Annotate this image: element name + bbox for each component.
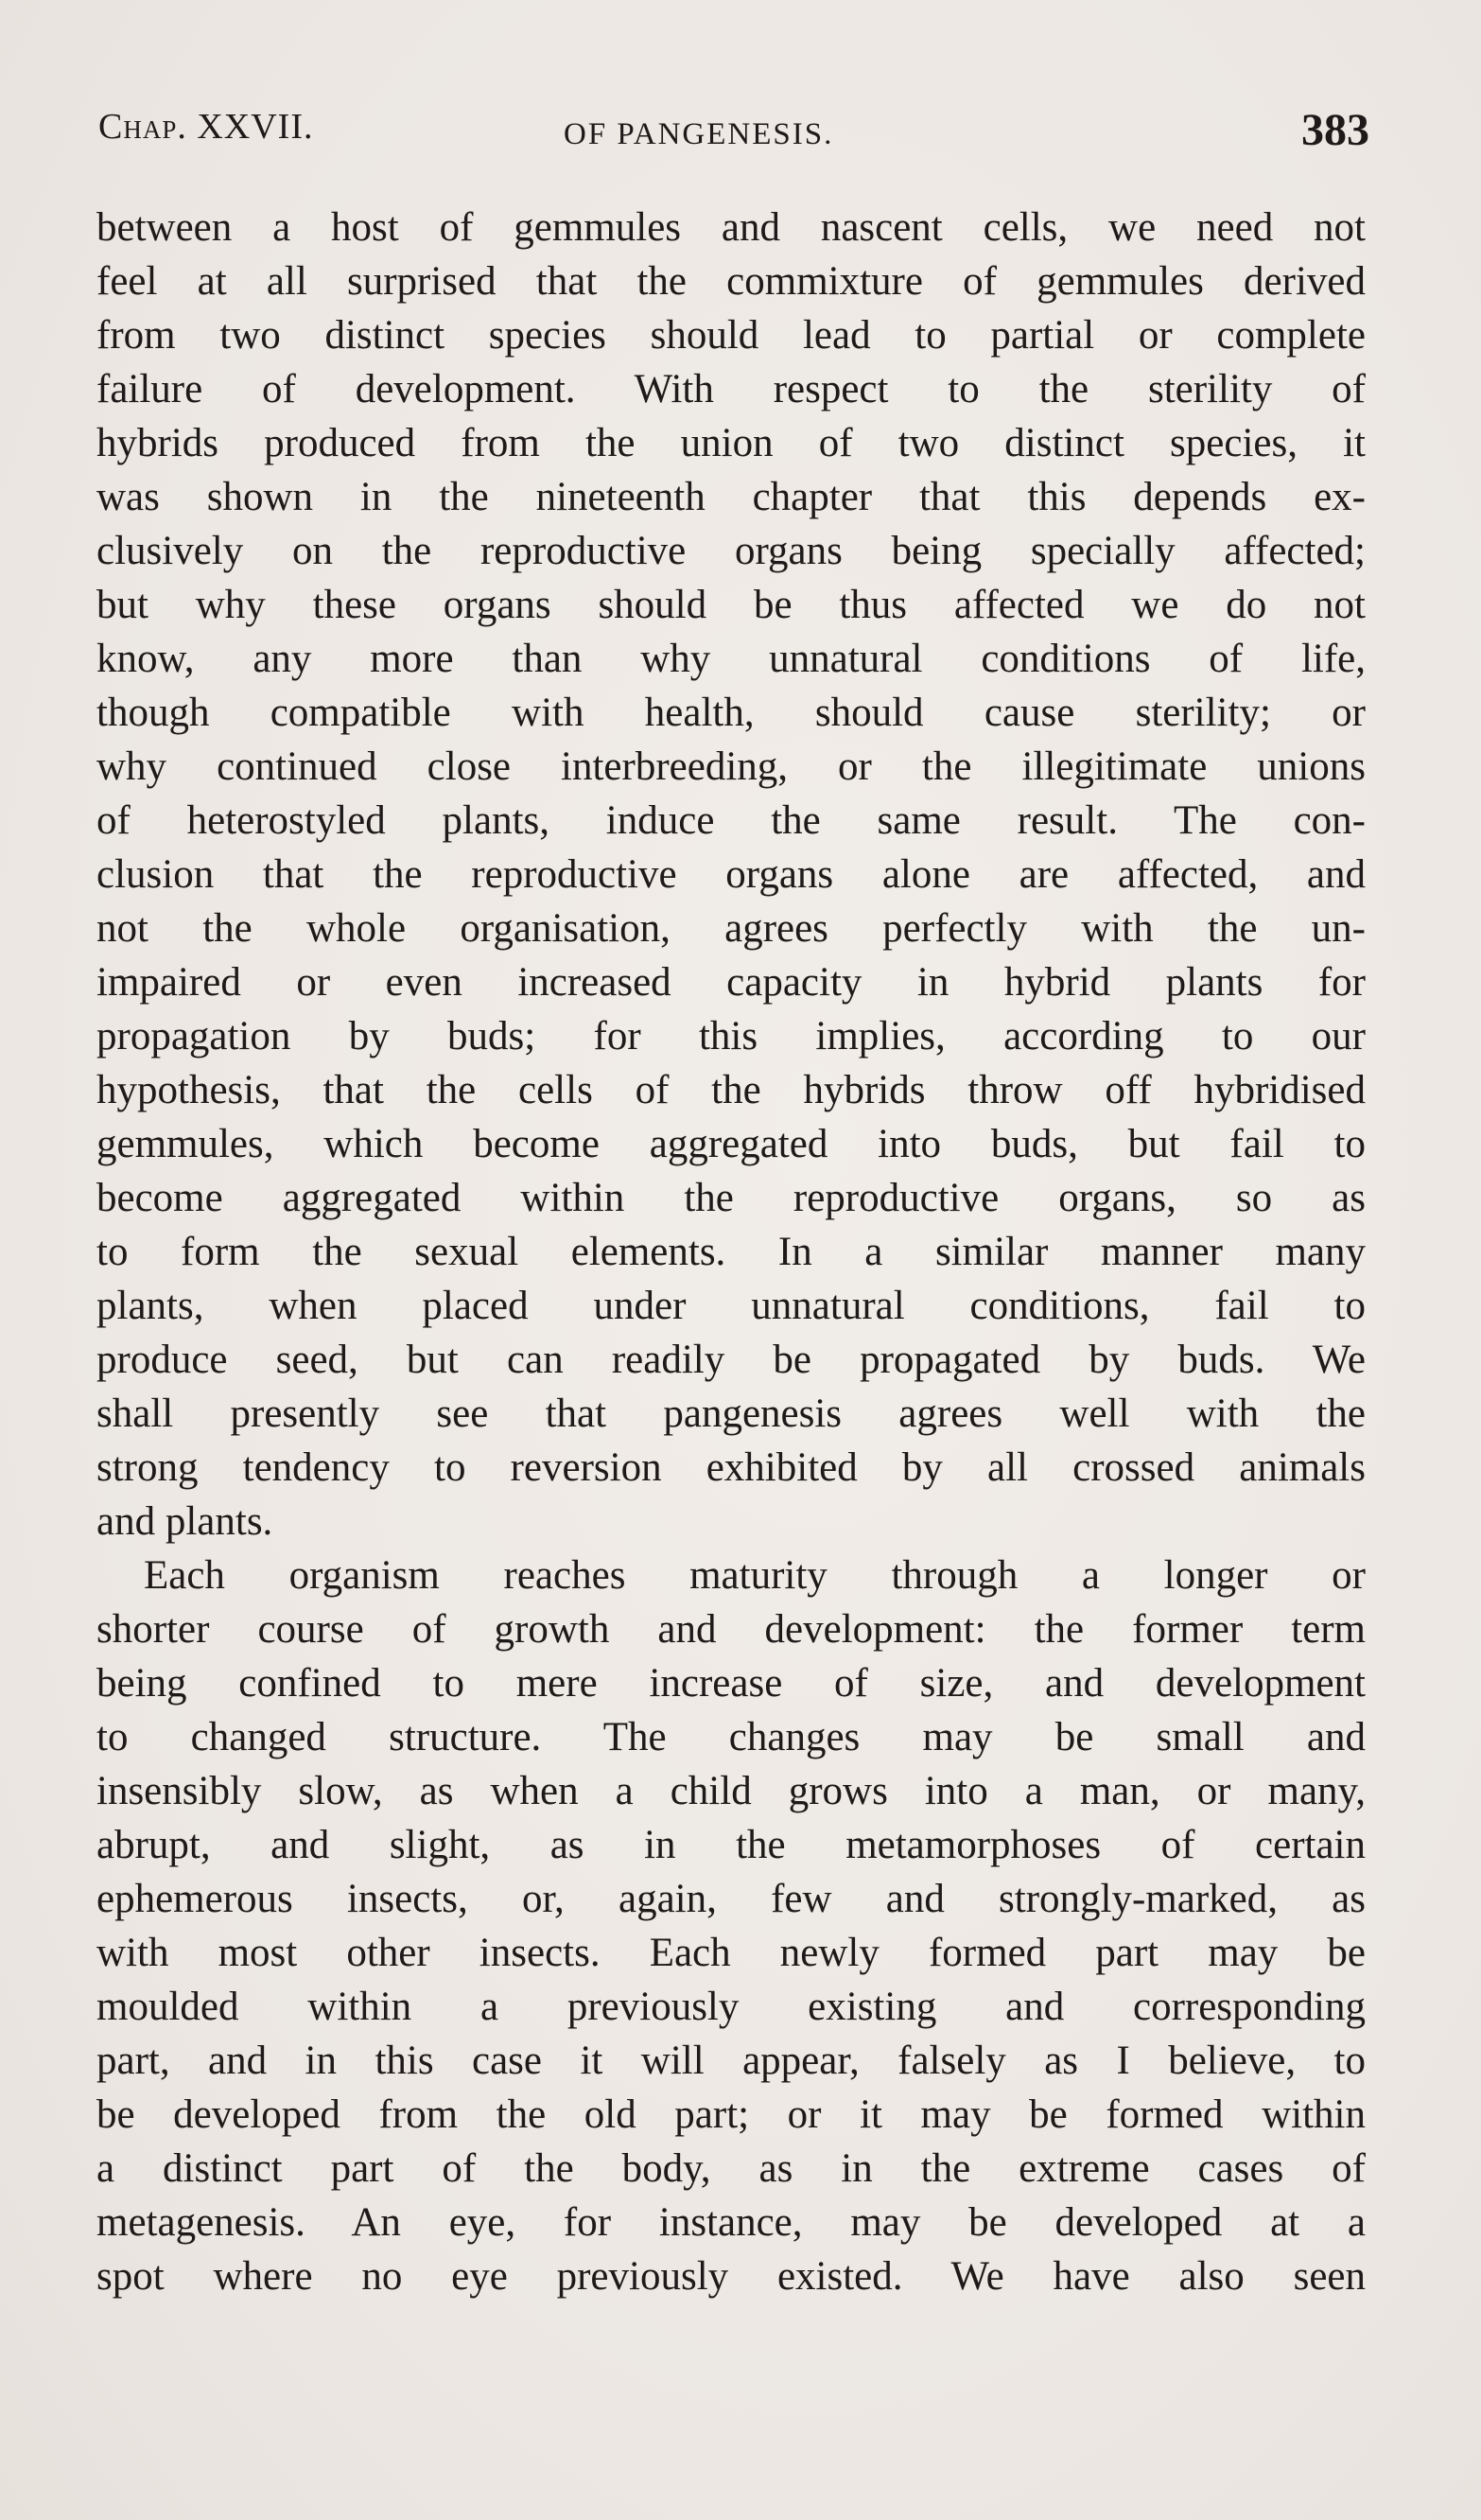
text-line: shall presently see that pangenesis agrees well with the (96, 1391, 1366, 1436)
text-line: insensibly slow, as when a child grows into a man, or many, (96, 1769, 1366, 1813)
text-line: be developed from the old part; or it may be formed within (96, 2092, 1366, 2137)
text-line: of heterostyled plants, induce the same result. The con- (96, 798, 1366, 843)
text-line: failure of development. With respect to the sterility of (96, 367, 1366, 411)
text-line: become aggregated within the reproductive organs, so as (96, 1176, 1366, 1220)
text-line: strong tendency to reversion exhibited by all crossed animals (96, 1445, 1366, 1490)
text-line: clusively on the reproductive organs being specially affected; (96, 529, 1366, 573)
text-line: being confined to mere increase of size, and development (96, 1661, 1366, 1706)
text-line: abrupt, and slight, as in the metamorphoses of certain (96, 1823, 1366, 1867)
text-line: not the whole organisation, agrees perfectly with the un- (96, 906, 1366, 951)
text-line: ephemerous insects, or, again, few and strongly-marked, as (96, 1877, 1366, 1921)
paragraph-first-line: Each organism reaches maturity through a longer or (144, 1553, 1366, 1598)
body-text (96, 201, 1366, 2303)
text-line: spot where no eye previously existed. We have also seen (96, 2254, 1366, 2299)
paragraph-end-line: and plants. (96, 1499, 273, 1544)
text-line: from two distinct species should lead to partial or complete (96, 313, 1366, 358)
text-line: hypothesis, that the cells of the hybrids throw off hybridised (96, 1068, 1366, 1112)
running-title: OF PANGENESIS. (564, 117, 834, 151)
text-line: though compatible with health, should cause sterility; or (96, 691, 1366, 735)
text-line: plants, when placed under unnatural conditions, fail to (96, 1284, 1366, 1328)
chapter-label: Chap. XXVII. (98, 107, 314, 147)
text-line: moulded within a previously existing and corresponding (96, 1985, 1366, 2029)
page-number: 383 (1301, 105, 1369, 155)
text-line: produce seed, but can readily be propagated by buds. We (96, 1338, 1366, 1382)
text-line: impaired or even increased capacity in hybrid plants for (96, 960, 1366, 1005)
running-header (98, 102, 1369, 159)
text-line: shorter course of growth and development: the former term (96, 1607, 1366, 1652)
text-line: hybrids produced from the union of two distinct species, it (96, 421, 1366, 465)
text-line: was shown in the nineteenth chapter that this depends ex- (96, 475, 1366, 519)
text-line: to form the sexual elements. In a similar manner many (96, 1230, 1366, 1274)
text-line: gemmules, which become aggregated into buds, but fail to (96, 1122, 1366, 1166)
text-line: but why these organs should be thus affected we do not (96, 583, 1366, 627)
text-line: why continued close interbreeding, or the illegitimate unions (96, 744, 1366, 789)
text-line: clusion that the reproductive organs alone are affected, and (96, 852, 1366, 897)
text-line: feel at all surprised that the commixture of gemmules derived (96, 259, 1366, 304)
text-line: between a host of gemmules and nascent cells, we need not (96, 205, 1366, 250)
text-line: with most other insects. Each newly formed part may be (96, 1931, 1366, 1975)
text-line: part, and in this case it will appear, falsely as I believe, to (96, 2039, 1366, 2083)
text-line: a distinct part of the body, as in the extreme cases of (96, 2146, 1366, 2191)
text-line: to changed structure. The changes may be small and (96, 1715, 1366, 1759)
text-line: metagenesis. An eye, for instance, may be developed at a (96, 2200, 1366, 2245)
text-line: know, any more than why unnatural conditions of life, (96, 637, 1366, 681)
text-line: propagation by buds; for this implies, according to our (96, 1014, 1366, 1059)
